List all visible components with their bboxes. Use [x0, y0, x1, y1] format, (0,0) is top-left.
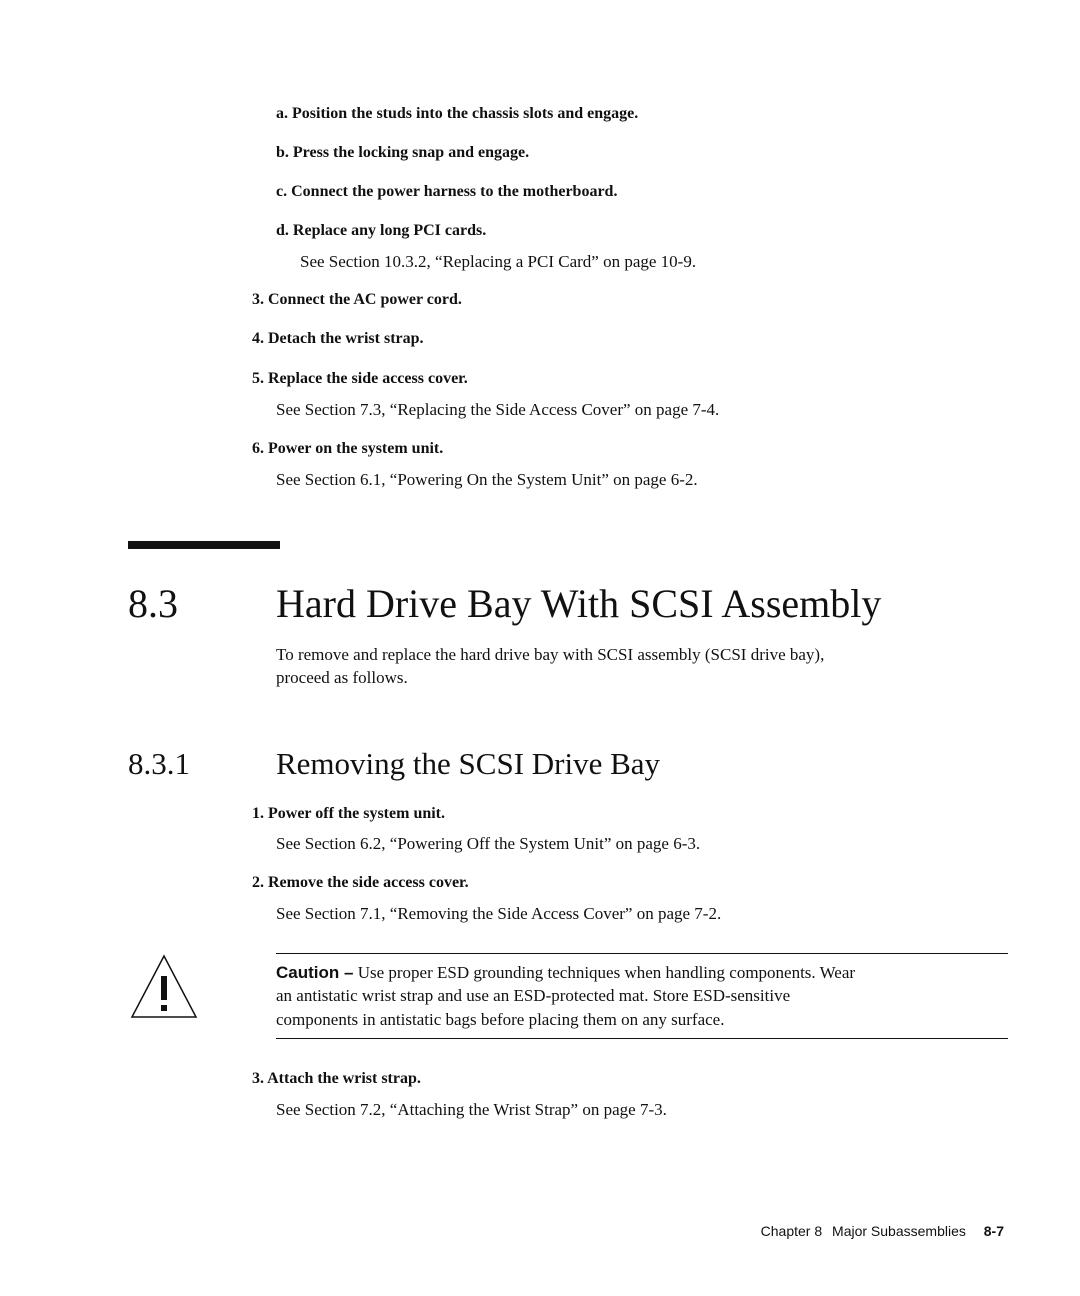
step-1-reference: See Section 6.2, “Powering Off the System Unit” on page 6-3.: [276, 834, 701, 853]
step-number: 1.: [252, 805, 264, 822]
step-3-reference: See Section 7.2, “Attaching the Wrist Strap” on page 7-3.: [276, 1100, 667, 1119]
step-text: Power on the system unit.: [268, 440, 444, 457]
substep-text: Connect the power harness to the motherboard.: [291, 183, 618, 200]
caution-label: Caution –: [276, 963, 354, 982]
substep-text: Position the studs into the chassis slots and engage.: [292, 105, 639, 122]
step-text: Attach the wrist strap.: [267, 1070, 421, 1087]
step-2-reference: See Section 7.1, “Removing the Side Access Cover” on page 7-2.: [276, 904, 722, 923]
footer-chapter: Chapter 8: [760, 1223, 823, 1239]
substep-a: [276, 104, 638, 124]
caution-line-3: components in antistatic bags before placing them on any surface.: [276, 1010, 725, 1029]
step-6-top: [252, 439, 443, 459]
substep-marker: a.: [276, 105, 288, 122]
substep-c: [276, 182, 617, 202]
substep-marker: b.: [276, 144, 289, 161]
substep-d: [276, 221, 486, 241]
substep-d-reference: See Section 10.3.2, “Replacing a PCI Card” on page 10-9.: [300, 252, 697, 271]
step-number: 3.: [252, 291, 264, 308]
step-text: Remove the side access cover.: [268, 874, 469, 891]
section-intro-line-2: proceed as follows.: [276, 668, 408, 687]
subsection-number: 8.3.1: [128, 746, 190, 781]
step-1: [252, 804, 445, 824]
step-4-top: [252, 329, 424, 349]
substep-text: Press the locking snap and engage.: [292, 144, 530, 161]
step-text: Power off the system unit.: [268, 805, 446, 822]
substep-marker: d.: [276, 222, 289, 239]
step-3: [252, 1069, 421, 1089]
substep-marker: c.: [276, 183, 288, 200]
section-rule: [128, 541, 280, 549]
step-3-top: [252, 290, 462, 310]
section-intro-line-1: To remove and replace the hard drive bay with SCSI assembly (SCSI drive bay),: [276, 645, 825, 664]
section-title: Hard Drive Bay With SCSI Assembly: [276, 581, 882, 626]
step-text: Connect the AC power cord.: [268, 291, 462, 308]
page-footer: [761, 1223, 1004, 1239]
step-number: 6.: [252, 440, 264, 457]
step-number: 4.: [252, 330, 264, 347]
caution-text-1: Use proper ESD grounding techniques when handling components. Wear: [357, 963, 856, 982]
caution-line-1: [276, 962, 855, 984]
caution-top-rule: [276, 953, 1008, 954]
step-text: Replace the side access cover.: [268, 370, 468, 387]
substep-text: Replace any long PCI cards.: [292, 222, 487, 239]
subsection-title: Removing the SCSI Drive Bay: [276, 746, 661, 781]
step-number: 2.: [252, 874, 264, 891]
section-number: 8.3: [128, 581, 178, 626]
step-6-reference: See Section 6.1, “Powering On the System Unit” on page 6-2.: [276, 470, 698, 489]
step-text: Detach the wrist strap.: [268, 330, 424, 347]
step-number: 3.: [252, 1070, 264, 1087]
warning-triangle-icon: [130, 954, 198, 1020]
caution-bottom-rule: [276, 1038, 1008, 1039]
footer-title: Major Subassemblies: [832, 1223, 966, 1239]
step-2: [252, 873, 469, 893]
footer-page-number: 8-7: [983, 1223, 1004, 1239]
step-5-reference: See Section 7.3, “Replacing the Side Access Cover” on page 7-4.: [276, 400, 720, 419]
step-number: 5.: [252, 370, 264, 387]
substep-b: [276, 143, 529, 163]
caution-line-2: an antistatic wrist strap and use an ESD-protected mat. Store ESD-sensitive: [276, 986, 791, 1005]
step-5-top: [252, 369, 468, 389]
